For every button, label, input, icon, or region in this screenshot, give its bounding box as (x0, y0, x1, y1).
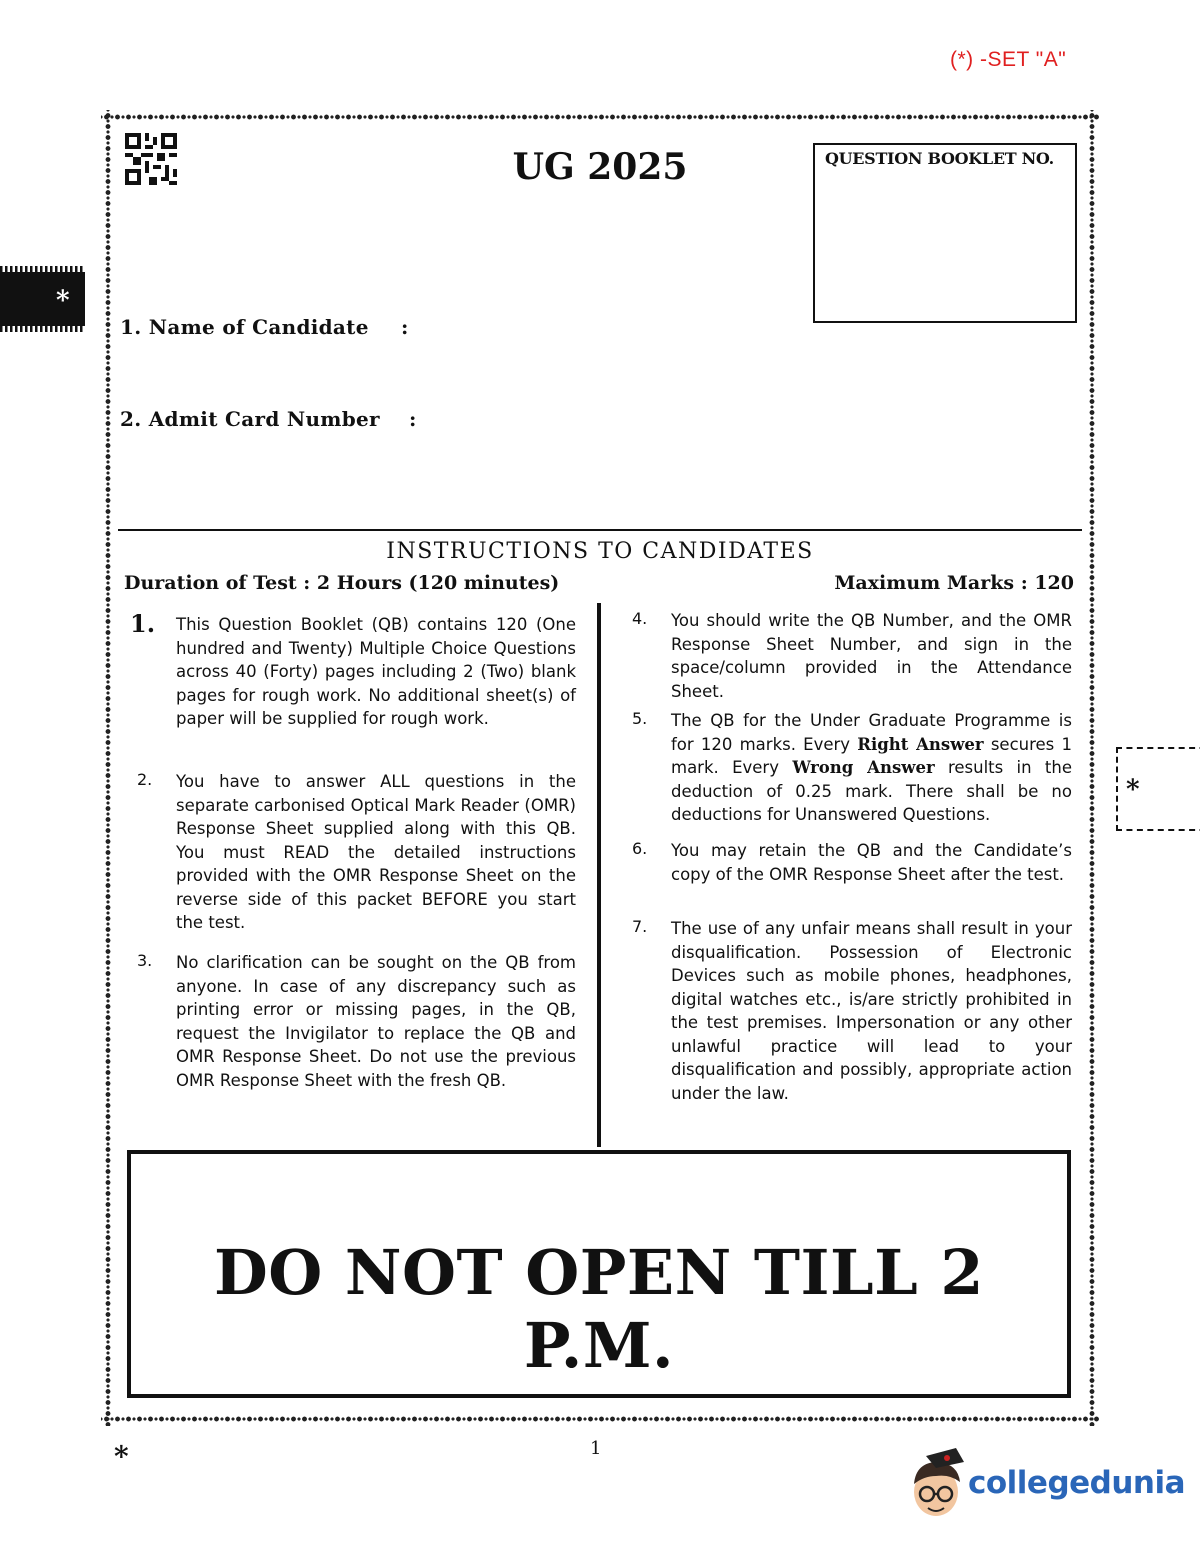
tab-star-icon: * (56, 286, 70, 316)
instruction-text: The QB for the Under Graduate Programme is for 120 marks. Every (671, 711, 1072, 754)
candidate-name-colon: : (401, 315, 409, 339)
duration-text: Duration of Test : 2 Hours (120 minutes) (124, 572, 560, 594)
instruction-number: 7. (632, 917, 648, 936)
instructions-title: INSTRUCTIONS TO CANDIDATES (386, 539, 814, 564)
instruction-number: 5. (632, 709, 648, 728)
brand-name: collegedunia (968, 1465, 1186, 1501)
right-answer-emphasis: Right Answer (857, 734, 984, 754)
footer-star-icon: * (114, 1440, 129, 1473)
mascot-icon (906, 1448, 968, 1528)
instruction-item (671, 709, 1072, 827)
collegedunia-logo (906, 1448, 1186, 1528)
instruction-text: results in the deduction of 0.25 mark. There shall be no deductions for Unanswered Questions. (671, 758, 1072, 824)
set-label: (*) -SET "A" (950, 48, 1067, 71)
instruction-item: You have to answer ALL questions in the separate carbonised Optical Mark Reader (OMR) Response Sheet supplied along with this QB. You must READ the detailed instructions provided with the OMR Response Sheet on the reverse side of this packet BEFORE you start the test. (176, 772, 576, 932)
tab-teeth-top (0, 266, 85, 272)
instruction-number: 6. (632, 839, 648, 858)
border-bottom (101, 1412, 1099, 1426)
left-margin-tab (0, 272, 85, 326)
instruction-number: 3. (137, 951, 153, 970)
instruction-item: The use of any unfair means shall result in your disqualification. Possession of Electronic Devices such as mobile phones, headphones, digital watches etc., is/are strictly prohibited in the test premises. Impersonation or any other unlawful practice will lead to your disqualification and possibly, appropriate action under the law. (671, 919, 1072, 1103)
instruction-item: You may retain the QB and the Candidate’s copy of the OMR Response Sheet after the test. (671, 841, 1072, 884)
instruction-text: secures 1 mark. Every (671, 734, 1072, 777)
instruction-item: This Question Booklet (QB) contains 120 (One hundred and Twenty) Multiple Choice Questions across 40 (Forty) pages including 2 (Two) blank pages for rough work. No additional sheet(s) of paper will be supplied for rough work. (176, 615, 576, 728)
wrong-answer-emphasis: Wrong Answer (792, 758, 935, 777)
max-marks-text: Maximum Marks : 120 (834, 572, 1074, 594)
right-margin-box (1116, 747, 1200, 831)
notice-box (127, 1150, 1071, 1398)
instruction-number: 2. (137, 770, 153, 789)
instruction-number: 1. (130, 609, 156, 638)
instruction-number: 4. (632, 609, 648, 628)
section-divider (118, 529, 1082, 531)
page-number: 1 (590, 1438, 602, 1459)
instruction-item: No clarification can be sought on the QB from anyone. In case of any discrepancy such as printing error or missing pages, in the QB, request the Invigilator to replace the QB and OMR Response Sheet. Do not use the previous OMR Response Sheet with the fresh QB. (176, 953, 576, 1090)
instruction-item: You should write the QB Number, and the OMR Response Sheet Number, and sign in the space/column provided in the Attendance Sheet. (671, 611, 1072, 701)
exam-title: UG 2025 (512, 146, 688, 188)
candidate-name-label: 1. Name of Candidate (120, 315, 369, 339)
column-divider (597, 603, 601, 1147)
qr-code-icon (125, 133, 177, 185)
admit-card-colon: : (409, 407, 417, 431)
tab-teeth-bottom (0, 326, 85, 332)
booklet-number-box (813, 143, 1077, 323)
border-top (101, 110, 1099, 124)
booklet-number-label: QUESTION BOOKLET NO. (825, 149, 1054, 168)
admit-card-label: 2. Admit Card Number (120, 407, 380, 431)
box-star-icon: * (1126, 775, 1140, 805)
border-right (1085, 110, 1099, 1426)
notice-text: DO NOT OPEN TILL 2 P.M. (214, 1236, 984, 1382)
border-left (101, 110, 115, 1426)
